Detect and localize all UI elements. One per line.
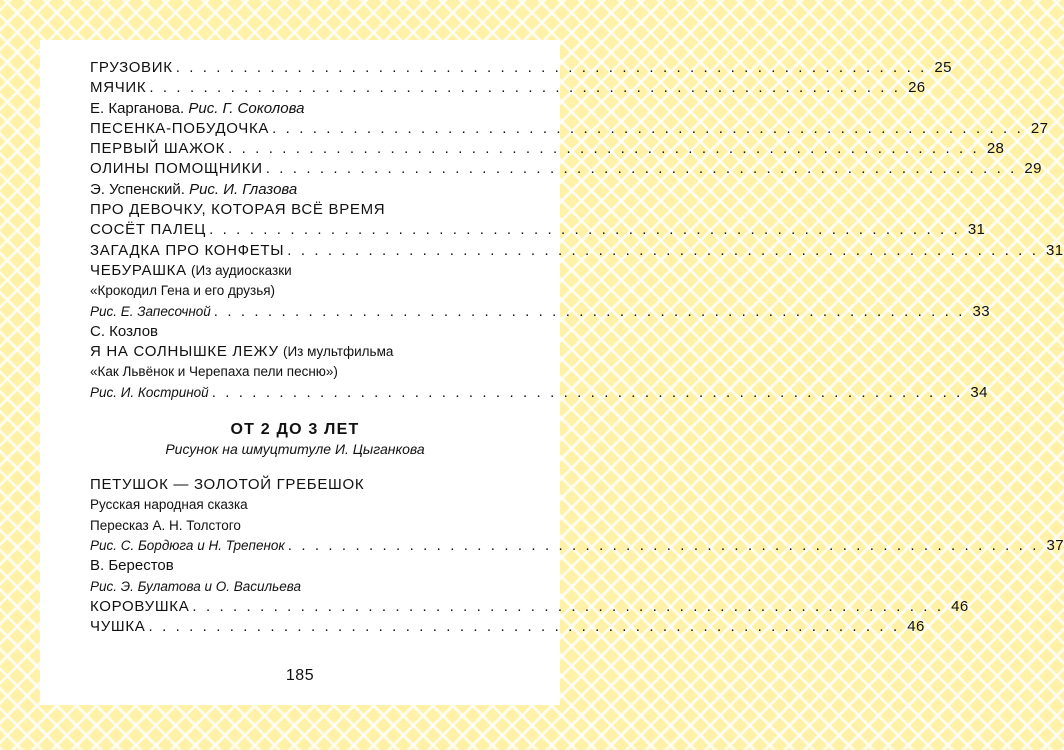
table-of-contents [90, 58, 1064, 637]
dot-leader: . . . . . . . . . . . . . . . . . . . . . . . . . . . . . . . . . . . . . . . . . . . . . . . . . . . . . . . . [149, 79, 901, 97]
illustrator-line-berestov [90, 577, 500, 597]
author-name: Э. Успенский. [90, 180, 185, 198]
toc-entry-title: КОРОВУШКА [90, 597, 190, 615]
dot-leader: . . . . . . . . . . . . . . . . . . . . . . . . . . . . . . . . . . . . . . . . . . . . . . . . . . . . . . . . [287, 536, 1039, 554]
toc-entry-shazhok [90, 139, 1005, 159]
toc-entry-solnyshko-credit [90, 383, 988, 403]
dot-leader: . . . . . . . . . . . . . . . . . . . . . . . . . . . . . . . . . . . . . . . . . . . . . . . . . . . . . . . . [287, 241, 1039, 259]
toc-entry-page: 26 [908, 79, 926, 97]
toc-entry-title: ЧУШКА [90, 618, 146, 636]
toc-entry-title: ПЕСЕНКА-ПОБУДОЧКА [90, 119, 270, 137]
author-line-karganova [90, 99, 500, 119]
toc-entry-solnyshko-note [90, 362, 500, 382]
dot-leader: . . . . . . . . . . . . . . . . . . . . . . . . . . . . . . . . . . . . . . . . . . . . . . . . . . . . . . . . [213, 302, 965, 320]
toc-entry-page: 37 [1046, 536, 1064, 554]
toc-entry-note: «Крокодил Гена и его друзья) [90, 283, 276, 299]
illustrator-credit: Рис. И. Глазова [189, 180, 298, 198]
toc-entry-page: 29 [1024, 160, 1042, 178]
author-line-uspensky [90, 180, 500, 200]
dot-leader: . . . . . . . . . . . . . . . . . . . . . . . . . . . . . . . . . . . . . . . . . . . . . . . . . . . . . . . . [211, 383, 963, 401]
toc-entry-title: ПЕТУШОК — ЗОЛОТОЙ ГРЕБЕШОК [90, 476, 365, 494]
toc-entry-petushok-retelling [90, 516, 500, 536]
dot-leader: . . . . . . . . . . . . . . . . . . . . . . . . . . . . . . . . . . . . . . . . . . . . . . . . . . . . . . . . [265, 160, 1017, 178]
toc-entry-note: Русская народная сказка [90, 497, 248, 513]
author-line-berestov [90, 556, 500, 576]
toc-entry-note: «Как Львёнок и Черепаха пели песню») [90, 364, 338, 380]
dot-leader: . . . . . . . . . . . . . . . . . . . . . . . . . . . . . . . . . . . . . . . . . . . . . . . . . . . . . . . . [209, 221, 961, 239]
toc-entry-pomoshchniki [90, 159, 1042, 179]
toc-entry-page: 46 [951, 597, 969, 615]
toc-entry-title: ЗАГАДКА ПРО КОНФЕТЫ [90, 241, 285, 259]
page-number: 185 [285, 667, 315, 684]
toc-entry-page: 34 [970, 383, 988, 401]
illustrator-credit: Рис. Э. Булатова и О. Васильева [90, 578, 301, 594]
toc-entry-petushok [90, 475, 500, 495]
section-title: ОТ 2 ДО 3 ЛЕТ [230, 421, 360, 439]
toc-entry-page: 31 [1045, 241, 1064, 259]
illustrator-credit: Рис. С. Бордюга и Н. Трепенок [90, 537, 285, 553]
illustrator-credit: Рис. И. Костриной [90, 384, 209, 400]
toc-entry-korovushka [90, 597, 969, 617]
toc-entry-devochka-line2 [90, 220, 986, 240]
toc-entry-page: 28 [986, 140, 1005, 158]
dot-leader: . . . . . . . . . . . . . . . . . . . . . . . . . . . . . . . . . . . . . . . . . . . . . . . . . . . . . . . . [175, 59, 927, 76]
toc-entry-solnyshko [90, 342, 500, 362]
toc-entry-title: СОСЁТ ПАЛЕЦ [90, 221, 207, 239]
toc-entry-title: ГРУЗОВИК [90, 59, 173, 76]
toc-entry-title: ЧЕБУРАШКА [90, 261, 187, 279]
dot-leader: . . . . . . . . . . . . . . . . . . . . . . . . . . . . . . . . . . . . . . . . . . . . . . . . . . . . . . . . [228, 140, 980, 158]
author-line-kozlov [90, 322, 500, 342]
toc-entry-title: ПРО ДЕВОЧКУ, КОТОРАЯ ВСЁ ВРЕМЯ [90, 201, 386, 219]
author-name: С. Козлов [90, 322, 159, 340]
illustrator-credit: Рис. Е. Запесочной [90, 303, 211, 319]
author-name: Е. Карганова. [90, 99, 185, 117]
toc-entry-devochka-line1 [90, 200, 500, 220]
dot-leader: . . . . . . . . . . . . . . . . . . . . . . . . . . . . . . . . . . . . . . . . . . . . . . . . . . . . . . . . [192, 597, 944, 615]
toc-entry-title: Я НА СОЛНЫШКЕ ЛЕЖУ [90, 343, 279, 361]
toc-entry-petushok-credit [90, 536, 1064, 556]
toc-entry-page: 25 [934, 59, 952, 76]
toc-entry-page: 33 [972, 302, 990, 320]
toc-entry-note: (Из аудиосказки [191, 262, 292, 278]
toc-entry-cheburashka [90, 261, 500, 281]
toc-entry-petushok-note [90, 495, 500, 515]
dot-leader: . . . . . . . . . . . . . . . . . . . . . . . . . . . . . . . . . . . . . . . . . . . . . . . . . . . . . . . . [148, 618, 900, 636]
toc-entry-page: 31 [967, 221, 986, 239]
illustrator-credit: Рис. Г. Соколова [188, 99, 305, 117]
toc-entry-cheburashka-credit [90, 302, 990, 322]
toc-entry-chushka [90, 617, 925, 637]
dot-leader: . . . . . . . . . . . . . . . . . . . . . . . . . . . . . . . . . . . . . . . . . . . . . . . . . . . . . . . . [272, 119, 1024, 137]
toc-entry-myachik [90, 78, 926, 98]
toc-entry-cheburashka-note [90, 281, 500, 301]
toc-entry-note: Пересказ А. Н. Толстого [90, 517, 241, 533]
toc-entry-pesenka [90, 119, 1049, 139]
toc-entry-title: ПЕРВЫЙ ШАЖОК [90, 140, 226, 158]
book-page [40, 40, 1064, 705]
section-subtitle: Рисунок на шмуцтитуле И. Цыганкова [165, 441, 425, 458]
author-name: В. Берестов [90, 557, 174, 575]
toc-entry-page: 27 [1030, 119, 1049, 137]
toc-entry-note: (Из мультфильма [282, 344, 394, 360]
toc-entry-zagadka [90, 241, 1064, 261]
toc-entry-title: ОЛИНЫ ПОМОЩНИКИ [90, 160, 263, 178]
toc-entry-page: 46 [907, 618, 925, 636]
toc-entry-title: МЯЧИК [90, 79, 147, 97]
toc-entry-gruzovik [90, 58, 952, 78]
